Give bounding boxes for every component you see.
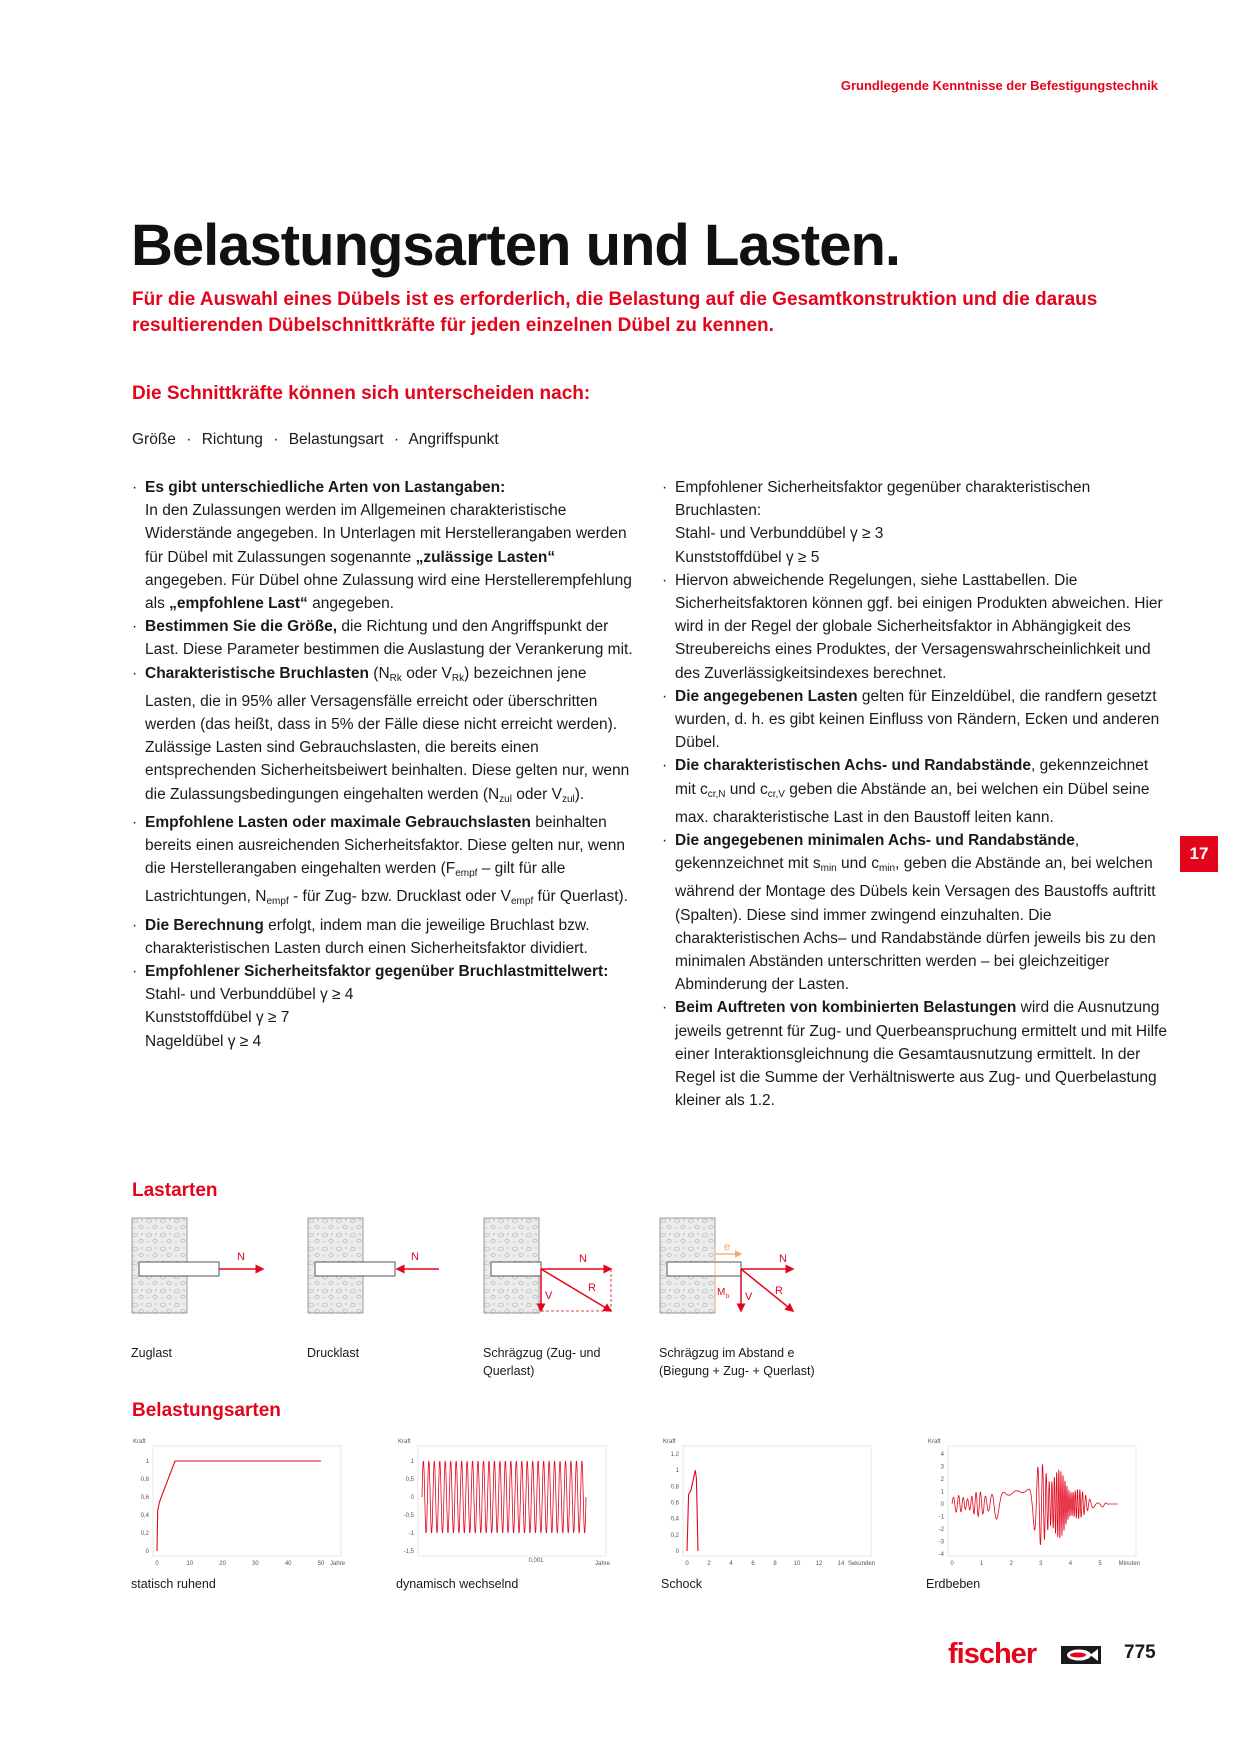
subscript: empf bbox=[266, 896, 289, 908]
subscript: empf bbox=[510, 896, 534, 908]
item-lead: Die Berechnung bbox=[145, 916, 264, 934]
force-label-n: N bbox=[411, 1251, 419, 1263]
x-tick-label: 14 bbox=[837, 1561, 845, 1566]
series-line bbox=[952, 1464, 1118, 1545]
item-text: und c bbox=[836, 855, 879, 873]
item-lead: Die angegebenen Lasten bbox=[675, 687, 858, 705]
aspect-item: Richtung bbox=[201, 431, 263, 448]
plot-frame bbox=[948, 1446, 1136, 1556]
x-unit-label: Jahre bbox=[329, 1561, 345, 1566]
item-text: - für Zug- bzw. Drucklast oder V bbox=[288, 888, 511, 906]
y-axis-label: Kraft bbox=[133, 1439, 146, 1445]
list-item bbox=[132, 811, 640, 914]
list-item bbox=[132, 662, 640, 811]
item-text: , gekennzeichnet mit s bbox=[675, 832, 1080, 873]
item-lead: Beim Auftreten von kombinierten Belastungen bbox=[675, 999, 1017, 1017]
force-label-v: V bbox=[545, 1290, 553, 1302]
chart-erdbeben bbox=[926, 1436, 1166, 1566]
item-text: (N bbox=[368, 664, 390, 682]
series-line bbox=[687, 1470, 698, 1551]
bullet: · bbox=[662, 479, 668, 496]
x-tick-label: 0 bbox=[685, 1561, 689, 1566]
item-lead: Die charakteristischen Achs- und Randabstände bbox=[675, 757, 1032, 775]
list-item bbox=[132, 914, 640, 960]
force-label-r: R bbox=[588, 1282, 596, 1294]
item-line: Kunststoffdübel γ ≥ 7 bbox=[145, 1009, 290, 1027]
anchor bbox=[667, 1262, 741, 1276]
item-text: und c bbox=[725, 780, 768, 798]
diagram-schraegzug bbox=[483, 1217, 623, 1314]
item-lead: Empfohlener Sicherheitsfaktor gegenüber Bruchlastmittelwert: bbox=[145, 963, 609, 981]
y-axis-label: Kraft bbox=[928, 1439, 941, 1445]
y-tick-label: 0,2 bbox=[140, 1531, 149, 1537]
y-tick-label: -2 bbox=[938, 1527, 944, 1533]
belastungsarten-heading: Belastungsarten bbox=[132, 1400, 281, 1421]
x-unit-label: Jahre bbox=[594, 1561, 610, 1566]
chart-dynamisch-wechselnd bbox=[396, 1436, 636, 1566]
item-text: Zulässige Lasten sind Gebrauchslasten, die bereits einen entsprechenden Sicherheitsbeiwert beinhalten. Diese gelten nur, wenn die Zulassungsbedingungen eingehalten werden (N bbox=[145, 739, 630, 803]
list-item bbox=[662, 685, 1170, 755]
anchor bbox=[491, 1262, 541, 1276]
aspect-separator: · bbox=[273, 431, 279, 448]
item-text: ). bbox=[574, 785, 585, 803]
force-arrow-r bbox=[741, 1269, 793, 1311]
y-tick-label: 0 bbox=[940, 1502, 944, 1508]
y-tick-label: 4 bbox=[940, 1452, 944, 1458]
y-tick-label: 0,4 bbox=[140, 1513, 149, 1519]
subscript: Rk bbox=[451, 672, 465, 684]
subscript: min bbox=[820, 863, 837, 875]
right-column bbox=[662, 476, 1170, 1112]
bullet: · bbox=[662, 757, 668, 775]
list-item bbox=[662, 476, 1170, 569]
x-tick-label: 30 bbox=[252, 1561, 259, 1566]
aspect-item: Größe bbox=[132, 431, 176, 448]
y-tick-label: 1 bbox=[675, 1468, 679, 1475]
subscript: zul bbox=[561, 793, 575, 805]
subscript: zul bbox=[499, 793, 512, 805]
chart-schock bbox=[661, 1436, 901, 1566]
item-lead: Charakteristische Bruchlasten bbox=[145, 664, 369, 682]
y-tick-label: -1 bbox=[938, 1514, 944, 1521]
plot-frame bbox=[153, 1446, 341, 1556]
x-tick-label: 20 bbox=[219, 1561, 226, 1566]
aspect-item: Angriffspunkt bbox=[408, 431, 499, 448]
bullet: · bbox=[662, 571, 668, 589]
diagram-label-schraegzug-abstand bbox=[659, 1344, 815, 1380]
section-heading: Die Schnittkräfte können sich unterscheiden nach: bbox=[132, 383, 591, 404]
series-line bbox=[157, 1461, 321, 1551]
x-tick-label: 3 bbox=[1039, 1561, 1043, 1566]
aspect-item: Belastungsart bbox=[288, 431, 384, 448]
y-tick-label: 2 bbox=[940, 1477, 944, 1483]
bullet: · bbox=[662, 832, 668, 850]
x-tick-label: 4 bbox=[1068, 1561, 1073, 1566]
y-tick-label: 1,2 bbox=[670, 1452, 679, 1458]
diagram-label-drucklast: Drucklast bbox=[307, 1346, 360, 1360]
y-axis-label: Kraft bbox=[663, 1439, 676, 1445]
x-tick-label: 10 bbox=[793, 1561, 801, 1566]
x-tick-label: 50 bbox=[317, 1561, 325, 1566]
list-item bbox=[662, 569, 1170, 685]
y-tick-label: -3 bbox=[938, 1539, 944, 1546]
left-column bbox=[132, 476, 640, 1053]
item-emphasis: „empfohlene Last“ bbox=[169, 595, 308, 613]
item-text: Empfohlener Sicherheitsfaktor gegenüber charakteristischen Bruchlasten: bbox=[675, 479, 1091, 520]
item-text: wird die Ausnutzung jeweils getrennt für Zug- und Querbeanspruchung ermittelt und mit Hilfe einer Interaktionsgleichnung die Gesamtausnutzung ermittelt. In der Regel ist die Summe der Verhältniswerte aus Zug- und Querbelastung kleiner als 1.2. bbox=[675, 999, 1167, 1110]
force-label-r: R bbox=[775, 1285, 783, 1297]
subscript: cr,V bbox=[767, 788, 785, 800]
item-lead: Es gibt unterschiedliche Arten von Lastangaben: bbox=[145, 479, 506, 496]
item-line: Stahl- und Verbunddübel γ ≥ 3 bbox=[675, 525, 884, 543]
bullet: · bbox=[662, 999, 668, 1017]
page-title: Belastungsarten und Lasten. bbox=[131, 213, 901, 278]
item-text: ) bezeichnen jene Lasten, die in 95% aller Versagensfälle erreicht oder überschritten werden (das heißt, dass in 5% der Fälle diese nicht erreicht werden). bbox=[145, 664, 618, 734]
bullet: · bbox=[132, 479, 138, 496]
force-label-n: N bbox=[579, 1253, 587, 1265]
x-tick-label: 10 bbox=[186, 1561, 194, 1566]
subscript: min bbox=[878, 863, 896, 875]
y-tick-label: 0,8 bbox=[140, 1477, 149, 1483]
y-tick-label: 0,2 bbox=[670, 1532, 679, 1539]
subscript: Rk bbox=[389, 672, 402, 684]
item-emphasis: „zulässige Lasten“ bbox=[415, 548, 556, 566]
brand-logo: fischer bbox=[948, 1638, 1037, 1670]
x-unit-label: Minuten bbox=[1118, 1561, 1140, 1566]
y-tick-label: 1 bbox=[145, 1459, 149, 1465]
item-lead: Die angegebenen minimalen Achs- und Randabstände bbox=[675, 832, 1075, 850]
x-tick-label: 2 bbox=[707, 1561, 711, 1566]
y-tick-label: 0 bbox=[675, 1549, 679, 1555]
item-text: gelten für Einzeldübel, die randfern gesetzt wurden, d. h. es gibt keinen Einfluss von Rändern, Ecken und anderen Dübel. bbox=[675, 687, 1160, 752]
x-tick-label: 8 bbox=[773, 1561, 777, 1566]
x-tick-label: 12 bbox=[815, 1561, 823, 1566]
list-item bbox=[662, 829, 1170, 996]
chart-label-statisch: statisch ruhend bbox=[131, 1577, 216, 1591]
lastarten-heading: Lastarten bbox=[132, 1180, 218, 1201]
bullet: · bbox=[132, 664, 138, 682]
running-header: Grundlegende Kenntnisse der Befestigungstechnik bbox=[840, 78, 1158, 93]
y-tick-label: -1,5 bbox=[403, 1549, 414, 1555]
y-tick-label: -1 bbox=[408, 1531, 414, 1537]
moment-label-m: M bbox=[717, 1287, 726, 1298]
y-tick-label: -0,5 bbox=[403, 1513, 414, 1519]
y-tick-label: 0,8 bbox=[670, 1484, 679, 1491]
bullet: · bbox=[662, 687, 668, 705]
fish-logo-icon bbox=[1061, 1646, 1101, 1664]
item-text: Hiervon abweichende Regelungen, siehe Lasttabellen. Die Sicherheitsfaktoren können ggf. bei einigen Produkten abweichen. Hier wird in der Regel der globale Sicherheitsfaktor in Abhängigkeit des Streubereichs eines Produktes, der Versagenswahrscheinlichkeit und des Zuverlässigkeitsindexes berechnet. bbox=[675, 571, 1163, 682]
force-label-v: V bbox=[745, 1291, 753, 1303]
x-tick-label: 1 bbox=[979, 1561, 984, 1566]
y-tick-label: -4 bbox=[938, 1552, 944, 1558]
item-text: , gekennzeichnet mit c bbox=[675, 757, 1149, 798]
item-line: Kunststoffdübel γ ≥ 5 bbox=[675, 548, 820, 566]
y-tick-label: 0 bbox=[410, 1495, 414, 1501]
force-label-n: N bbox=[779, 1253, 787, 1265]
x-tick-label: 0 bbox=[155, 1561, 159, 1566]
aspect-separator: · bbox=[393, 431, 399, 448]
item-text: oder V bbox=[401, 664, 452, 682]
bullet: · bbox=[132, 618, 138, 636]
chart-label-schock: Schock bbox=[661, 1577, 702, 1591]
plot-frame bbox=[683, 1446, 871, 1556]
list-item bbox=[662, 754, 1170, 829]
y-tick-label: 3 bbox=[940, 1464, 944, 1471]
force-label-n: N bbox=[237, 1251, 245, 1263]
diagram-schraegzug-abstand bbox=[659, 1217, 799, 1314]
chart-statisch-ruhend bbox=[131, 1436, 371, 1566]
page-number: 775 bbox=[1124, 1642, 1156, 1663]
list-item bbox=[132, 615, 640, 661]
list-item bbox=[132, 476, 640, 615]
label-line: Schrägzug im Abstand e bbox=[659, 1346, 795, 1360]
x-tick-label: 6 bbox=[751, 1561, 755, 1566]
y-axis-label: Kraft bbox=[398, 1439, 411, 1445]
item-text: erfolgt, indem man die jeweilige Bruchlast bzw. charakteristischen Lasten durch einen Sicherheitsfaktor dividiert. bbox=[145, 916, 590, 957]
y-tick-label: 1 bbox=[940, 1489, 944, 1496]
subscript: cr,N bbox=[707, 788, 726, 800]
x-tick-label: 5 bbox=[1098, 1561, 1102, 1566]
x-tick-label: 2 bbox=[1009, 1561, 1013, 1566]
item-line: Stahl- und Verbunddübel γ ≥ 4 bbox=[145, 986, 354, 1004]
x-note-label: 0,001 bbox=[528, 1558, 544, 1564]
anchor bbox=[315, 1262, 395, 1276]
item-text: , geben die Abstände an, bei welchen während der Montage des Dübels kein Versagen des Baustoffs auftritt (Spalten). Diese sind immer zwingend einzuhalten. Die charakteristischen Achs– und Randabstände dürfen jeweils bis zu den minimalen Abständen unterschritten werden – bei gleichzeitiger Abminderung der Lasten. bbox=[675, 855, 1156, 994]
item-text: geben die Abstände an, bei welchen ein Dübel seine max. charakteristische Last in den Baustoff leiten kann. bbox=[675, 780, 1150, 826]
y-tick-label: 0,6 bbox=[140, 1495, 149, 1501]
y-tick-label: 0 bbox=[145, 1549, 149, 1555]
page-subtitle: Für die Auswahl eines Dübels ist es erforderlich, die Belastung auf die Gesamtkonstruktion und die daraus resultierenden Dübelschnittkräfte für jeden einzelnen Dübel zu kennen. bbox=[132, 289, 1098, 336]
bullet: · bbox=[132, 916, 138, 934]
aspect-separator: · bbox=[186, 431, 192, 448]
item-text: In den Zulassungen werden im Allgemeinen charakteristische Widerstände angegeben. In Unterlagen mit Herstellerangaben werden für Dübel mit Zulassungen sogenannte bbox=[145, 502, 627, 566]
anchor bbox=[139, 1262, 219, 1276]
x-unit-label: Sekunden bbox=[847, 1561, 875, 1566]
diagram-drucklast bbox=[307, 1217, 447, 1314]
list-item bbox=[132, 960, 640, 1053]
diagram-label-zuglast: Zuglast bbox=[131, 1346, 172, 1360]
label-line: (Biegung + Zug- + Querlast) bbox=[659, 1364, 815, 1378]
bullet: · bbox=[132, 813, 138, 831]
item-text: oder V bbox=[511, 785, 562, 803]
item-text: angegeben. bbox=[307, 595, 394, 613]
y-tick-label: 0,4 bbox=[670, 1516, 679, 1523]
chapter-tab[interactable]: 17 bbox=[1180, 836, 1218, 872]
item-text: – gilt für alle Lastrichtungen, N bbox=[145, 860, 566, 906]
item-lead: Empfohlene Lasten oder maximale Gebrauchslasten bbox=[145, 813, 531, 831]
list-item bbox=[662, 996, 1170, 1112]
diagram-label-schraegzug bbox=[483, 1344, 600, 1380]
y-tick-label: 0,6 bbox=[670, 1500, 679, 1507]
offset-label-e: e bbox=[724, 1241, 731, 1253]
item-text: für Querlast). bbox=[533, 888, 628, 906]
chart-label-dynamisch: dynamisch wechselnd bbox=[396, 1577, 519, 1591]
item-text: angegeben. Für Dübel ohne Zulassung wird eine Herstellerempfehlung als bbox=[145, 571, 632, 613]
bullet: · bbox=[132, 963, 138, 981]
item-text: die Richtung und den Angriffspunkt der Last. Diese Parameter bestimmen die Auslastung der Verankerung mit. bbox=[145, 618, 633, 659]
x-tick-label: 40 bbox=[284, 1561, 292, 1566]
item-text: beinhalten bereits einen ausreichenden Sicherheitsfaktor. Diese gelten nur, wenn die Herstellerangaben eingehalten werden (F bbox=[145, 813, 625, 878]
x-tick-label: 0 bbox=[950, 1561, 954, 1566]
subscript: empf bbox=[455, 868, 478, 880]
item-lead: Bestimmen Sie die Größe, bbox=[145, 618, 338, 636]
aspect-list bbox=[132, 431, 499, 449]
y-tick-label: 1 bbox=[410, 1459, 414, 1465]
label-line: Schrägzug (Zug- und bbox=[483, 1346, 601, 1360]
moment-label-sub: b bbox=[726, 1294, 730, 1300]
y-tick-label: 0,5 bbox=[405, 1477, 414, 1483]
item-line: Nageldübel γ ≥ 4 bbox=[145, 1032, 262, 1050]
series-line bbox=[422, 1461, 586, 1533]
x-tick-label: 4 bbox=[729, 1561, 733, 1566]
chart-label-erdbeben: Erdbeben bbox=[926, 1577, 981, 1591]
diagram-zuglast bbox=[131, 1217, 271, 1314]
label-line: Querlast) bbox=[483, 1364, 535, 1378]
